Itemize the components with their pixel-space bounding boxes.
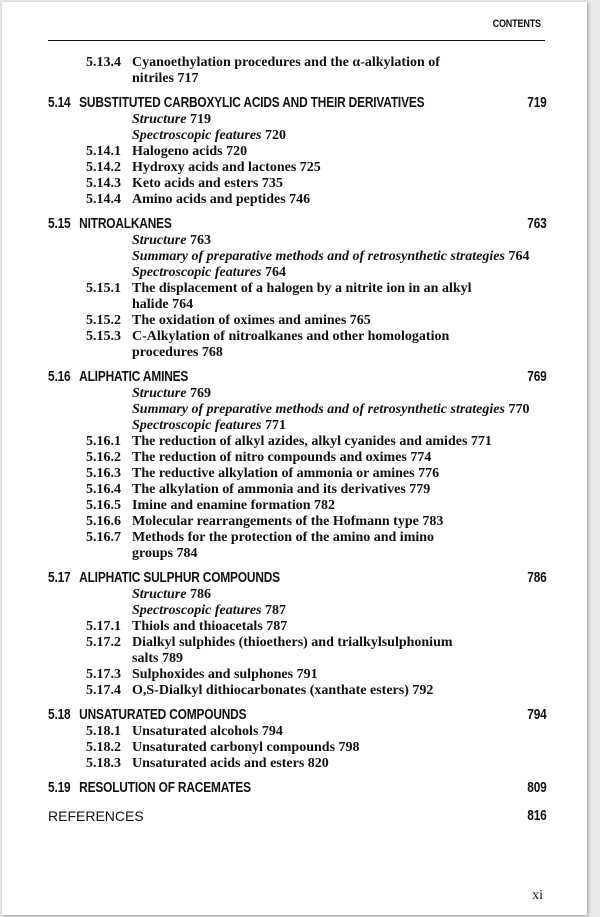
toc-entry (86, 514, 547, 530)
toc-entry (86, 756, 547, 772)
entry-page: 763 (189, 233, 211, 248)
entry-title: procedures 768 (132, 345, 223, 360)
section-number: 5.18 (48, 707, 71, 723)
entry-title: Structure (132, 112, 187, 127)
entry-title: nitriles 717 (132, 71, 199, 86)
toc-entry (86, 128, 547, 144)
toc-entry-continuation (86, 71, 547, 87)
entry-number: 5.16.5 (86, 498, 121, 513)
section-heading (48, 707, 547, 724)
toc-entry (86, 587, 547, 603)
toc-entry (86, 635, 547, 651)
entry-title: Molecular rearrangements of the Hofmann type 783 (132, 514, 444, 529)
section-page: 719 (527, 95, 547, 111)
entry-title: Structure (132, 233, 187, 248)
toc-entry (86, 192, 547, 208)
toc-entry (86, 160, 547, 176)
entry-page: 771 (264, 418, 286, 433)
entry-number: 5.16.2 (86, 450, 121, 465)
entry-number: 5.17.1 (86, 619, 121, 634)
entry-title: Methods for the protection of the amino and imino (132, 530, 435, 545)
entry-title: The displacement of a halogen by a nitrite ion in an alkyl (132, 281, 472, 296)
entry-title: O,S-Dialkyl dithiocarbonates (xanthate esters) 792 (132, 683, 434, 698)
entry-number: 5.16.7 (86, 530, 121, 545)
section-heading (48, 216, 547, 233)
entry-number: 5.17.2 (86, 635, 121, 650)
entry-number: 5.18.1 (86, 724, 121, 739)
toc-entry (86, 683, 547, 699)
entry-page: 786 (189, 587, 211, 602)
toc-entry (86, 667, 547, 683)
toc-entry (86, 603, 547, 619)
entry-title: The oxidation of oximes and amines 765 (132, 313, 371, 328)
toc-entry (86, 418, 547, 434)
toc-entry (86, 530, 547, 546)
entry-title: Cyanoethylation procedures and the α-alkylation of (132, 55, 440, 70)
entry-title: Summary of preparative methods and of retrosynthetic strategies (132, 249, 505, 264)
section-title: RESOLUTION OF RACEMATES (79, 780, 251, 796)
section-title: NITROALKANES (79, 216, 172, 232)
entry-title: salts 789 (132, 651, 183, 666)
header-rule (48, 40, 545, 41)
toc-entry (86, 466, 547, 482)
toc-entry (86, 329, 547, 345)
toc-entry (86, 249, 547, 265)
section-number: 5.14 (48, 95, 71, 111)
entry-page: 770 (508, 402, 530, 417)
toc-entry (86, 619, 547, 635)
section-heading (48, 570, 547, 587)
section-title: ALIPHATIC SULPHUR COMPOUNDS (79, 570, 280, 586)
toc-entry (86, 281, 547, 297)
entry-number: 5.16.3 (86, 466, 121, 481)
entry-title: Spectroscopic features (132, 603, 262, 618)
entry-title: Unsaturated alcohols 794 (132, 724, 283, 739)
entry-title: halide 764 (132, 297, 194, 312)
entry-title: The reductive alkylation of ammonia or amines 776 (132, 466, 440, 481)
section-page: 769 (527, 369, 547, 385)
entry-title: Keto acids and esters 735 (132, 176, 283, 191)
references-heading (48, 808, 547, 826)
toc-entry (86, 402, 547, 418)
section-number: 5.15 (48, 216, 71, 232)
section-page: 809 (527, 780, 547, 796)
entry-number: 5.16.6 (86, 514, 121, 529)
entry-title: Structure (132, 587, 187, 602)
section-number: 5.16 (48, 369, 71, 385)
running-header: CONTENTS (492, 18, 541, 30)
entry-page: 764 (264, 265, 286, 280)
table-of-contents (48, 55, 547, 826)
entry-title: groups 784 (132, 546, 198, 561)
references-page: 816 (527, 808, 547, 824)
toc-entry (86, 434, 547, 450)
entry-title: Imine and enamine formation 782 (132, 498, 335, 513)
section-heading (48, 95, 547, 112)
toc-entry (86, 740, 547, 756)
toc-entry-continuation (86, 546, 547, 562)
section-heading (48, 369, 547, 386)
entry-title: Summary of preparative methods and of retrosynthetic strategies (132, 402, 505, 417)
entry-title: Halogeno acids 720 (132, 144, 248, 159)
entry-number: 5.14.3 (86, 176, 121, 191)
entry-title: The reduction of alkyl azides, alkyl cyanides and amides 771 (132, 434, 492, 449)
entry-title: Spectroscopic features (132, 128, 262, 143)
toc-entry (86, 233, 547, 249)
toc-entry-continuation (86, 345, 547, 361)
toc-entry (86, 144, 547, 160)
toc-entry (86, 498, 547, 514)
toc-entry (86, 450, 547, 466)
entry-title: Spectroscopic features (132, 418, 262, 433)
entry-number: 5.16.1 (86, 434, 121, 449)
toc-entry-continuation (86, 651, 547, 667)
entry-title: Spectroscopic features (132, 265, 262, 280)
section-heading (48, 780, 547, 797)
section-title: ALIPHATIC AMINES (79, 369, 189, 385)
entry-number: 5.14.1 (86, 144, 121, 159)
entry-number: 5.16.4 (86, 482, 121, 497)
entry-page: 719 (189, 112, 211, 127)
entry-number: 5.14.4 (86, 192, 121, 207)
entry-number: 5.15.3 (86, 329, 121, 344)
section-title: UNSATURATED COMPOUNDS (79, 707, 247, 723)
section-number: 5.19 (48, 780, 71, 796)
section-page: 794 (527, 707, 547, 723)
toc-entry (86, 313, 547, 329)
entry-title: Unsaturated acids and esters 820 (132, 756, 329, 771)
toc-entry (86, 176, 547, 192)
entry-title: Amino acids and peptides 746 (132, 192, 311, 207)
entry-title: Thiols and thioacetals 787 (132, 619, 288, 634)
toc-entry (86, 724, 547, 740)
entry-title: The reduction of nitro compounds and oximes 774 (132, 450, 432, 465)
entry-number: 5.17.4 (86, 683, 121, 698)
entry-number: 5.18.2 (86, 740, 121, 755)
section-number: 5.17 (48, 570, 71, 586)
entry-title: Structure (132, 386, 187, 401)
entry-title: C-Alkylation of nitroalkanes and other homologation (132, 329, 450, 344)
section-title: SUBSTITUTED CARBOXYLIC ACIDS AND THEIR DERIVATIVES (79, 95, 425, 111)
section-page: 763 (527, 216, 547, 232)
toc-entry (86, 112, 547, 128)
toc-entry-continuation (86, 297, 547, 313)
entry-title: Sulphoxides and sulphones 791 (132, 667, 318, 682)
page-number: xi (532, 888, 543, 903)
document-page (2, 2, 587, 915)
entry-page: 787 (264, 603, 286, 618)
toc-entry (86, 482, 547, 498)
entry-number: 5.15.2 (86, 313, 121, 328)
entry-page: 720 (264, 128, 286, 143)
entry-number: 5.17.3 (86, 667, 121, 682)
entry-number: 5.15.1 (86, 281, 121, 296)
entry-number: 5.13.4 (86, 55, 121, 70)
entry-page: 764 (508, 249, 530, 264)
entry-title: Dialkyl sulphides (thioethers) and trialkylsulphonium (132, 635, 453, 650)
entry-page: 769 (189, 386, 211, 401)
entry-title: The alkylation of ammonia and its derivatives 779 (132, 482, 431, 497)
toc-entry (86, 55, 547, 71)
section-page: 786 (527, 570, 547, 586)
entry-title: Unsaturated carbonyl compounds 798 (132, 740, 360, 755)
entry-number: 5.18.3 (86, 756, 121, 771)
references-label: REFERENCES (48, 808, 144, 824)
toc-entry (86, 386, 547, 402)
toc-entry (86, 265, 547, 281)
entry-title: Hydroxy acids and lactones 725 (132, 160, 321, 175)
entry-number: 5.14.2 (86, 160, 121, 175)
